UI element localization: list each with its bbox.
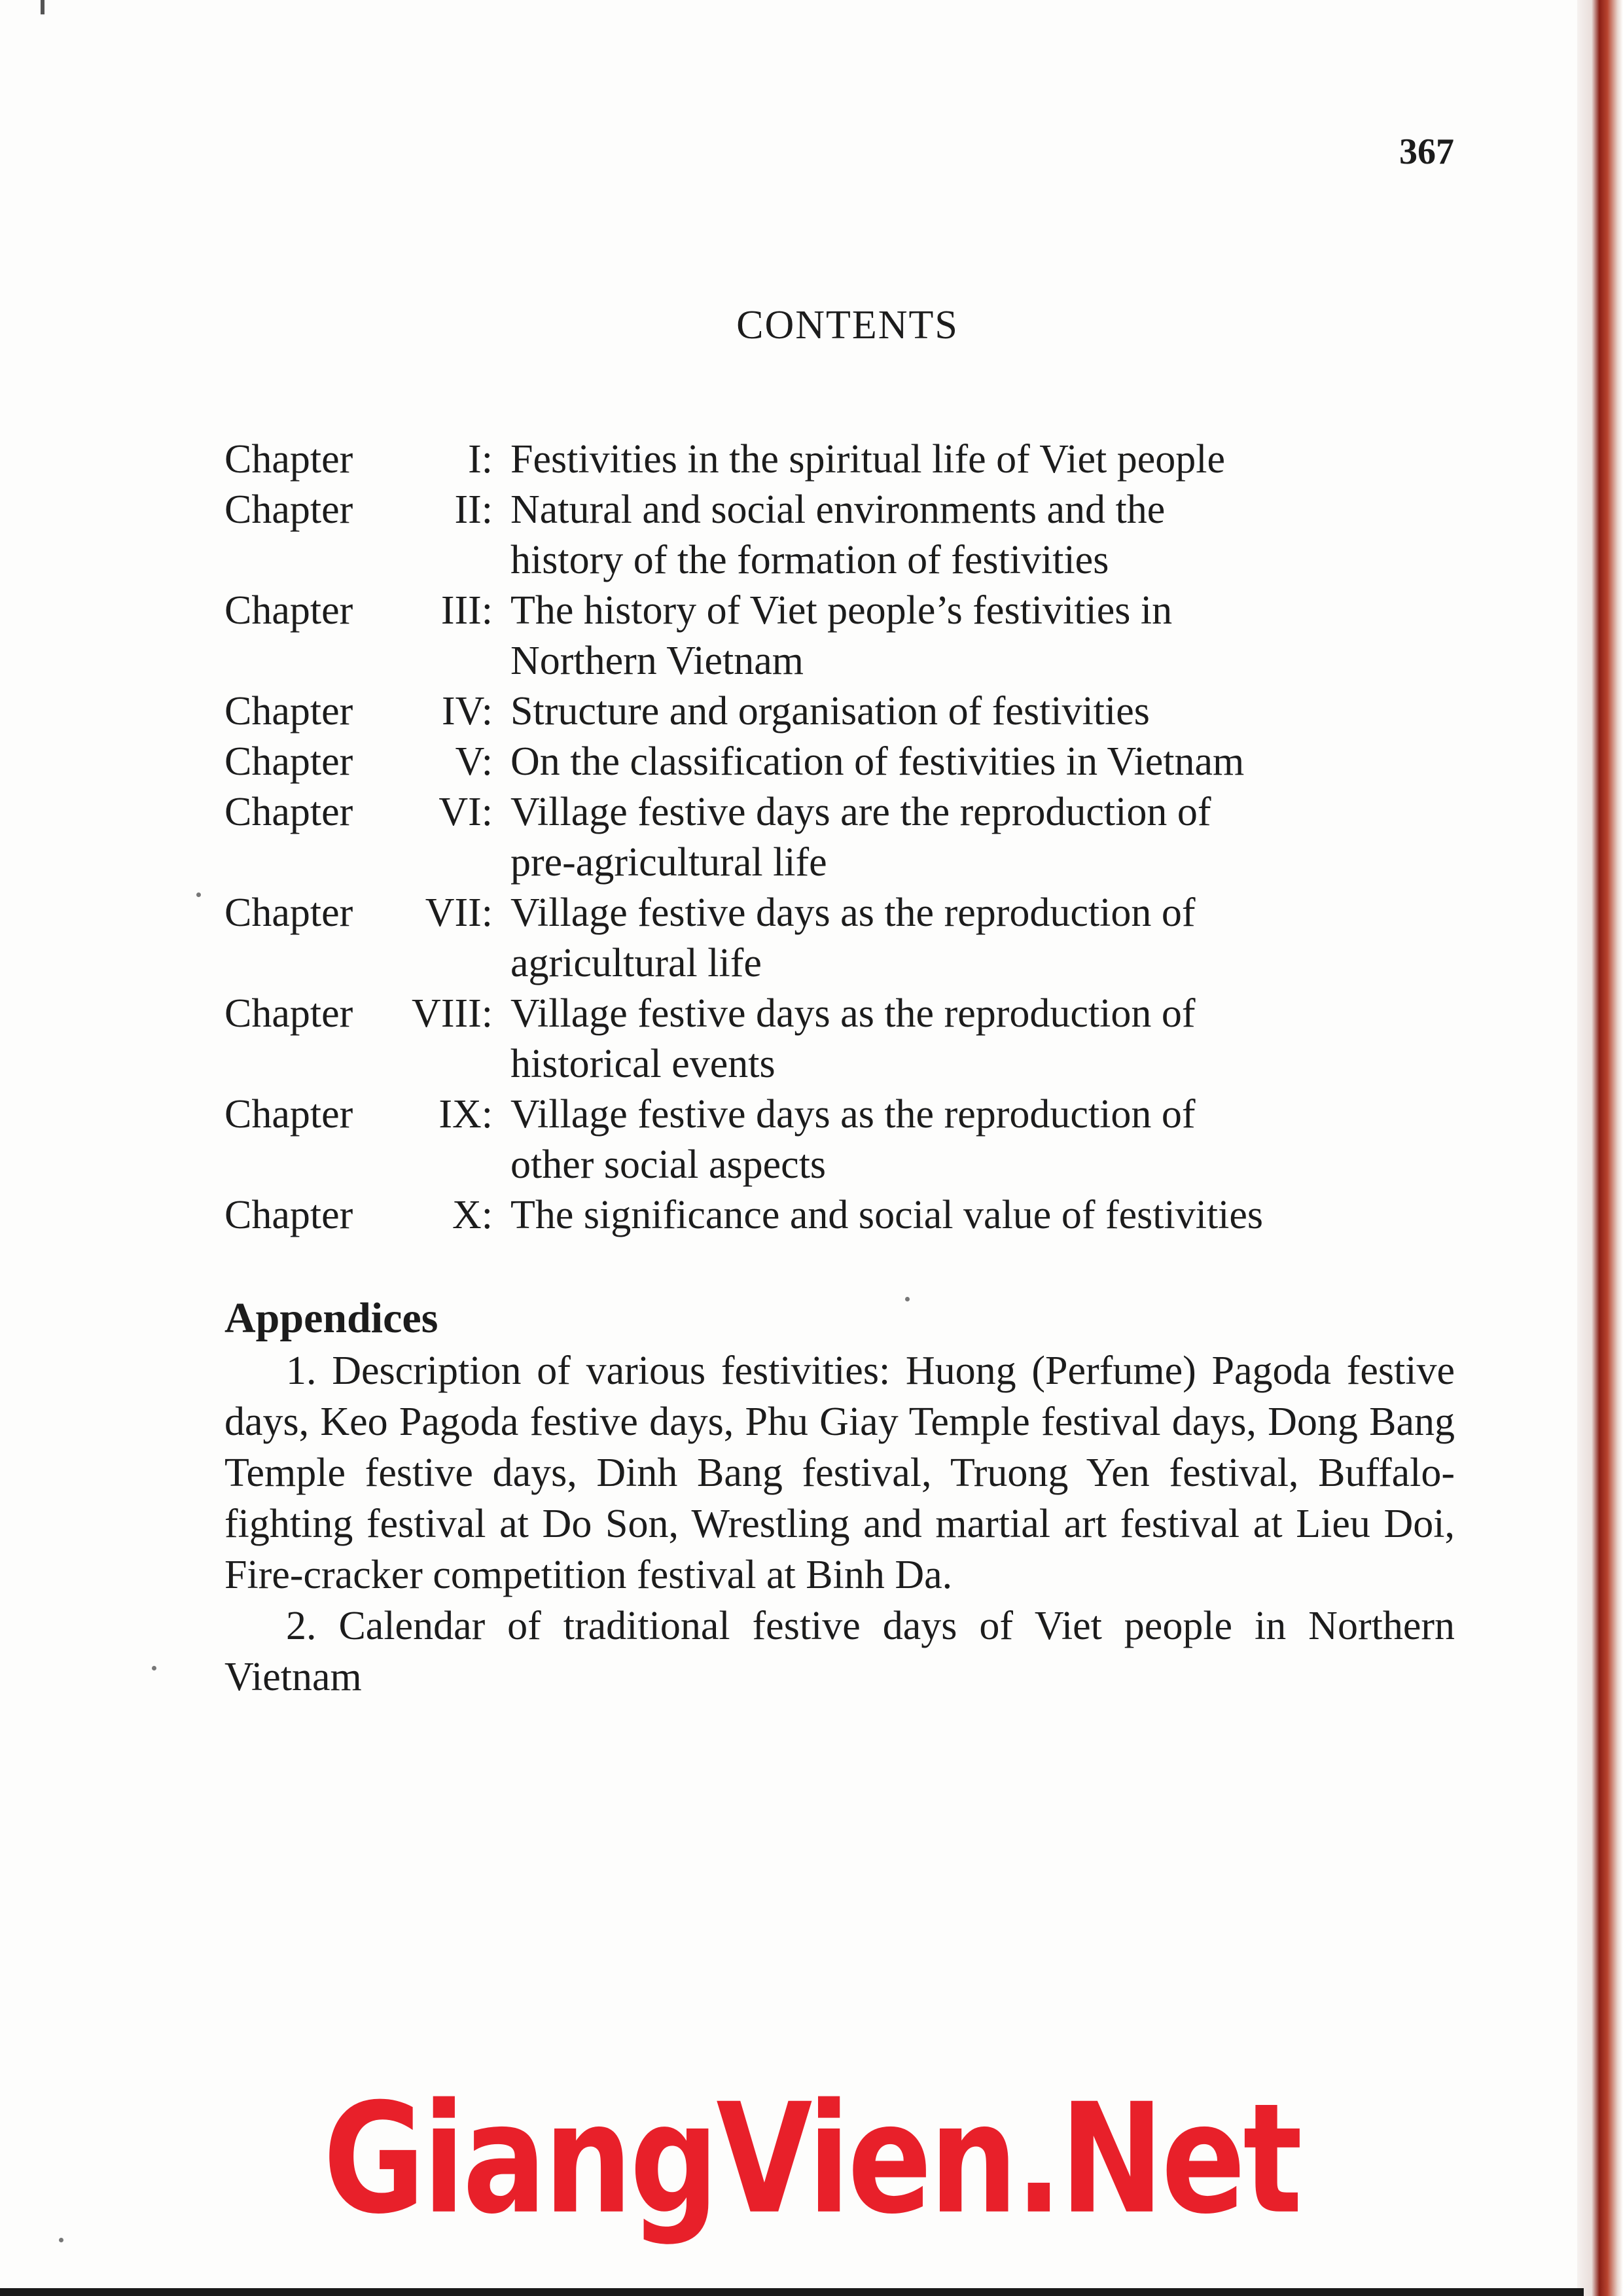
chapter-label: Chapter <box>224 689 353 733</box>
chapter-label: Chapter <box>224 991 353 1036</box>
watermark-logo: GiangVien.Net <box>323 2071 1300 2248</box>
chapter-label: Chapter <box>224 588 353 633</box>
chapter-label: Chapter <box>224 790 353 834</box>
chapter-title-line: agricultural life <box>510 941 762 985</box>
chapter-title-line: Festivities in the spiritual life of Viet people <box>510 437 1225 482</box>
toc-entry <box>224 737 1455 787</box>
appendix-item-2: 2. Calendar of traditional festive days of Viet people in Northern Vietnam <box>224 1604 1455 1699</box>
table-of-contents <box>224 434 1455 1241</box>
chapter-label: Chapter <box>224 1193 353 1237</box>
chapter-title-line: Village festive days as the reproduction of <box>510 991 1196 1036</box>
chapter-label: Chapter <box>224 437 353 482</box>
toc-entry <box>224 485 1455 586</box>
chapter-label: Chapter <box>224 739 353 784</box>
chapter-title-line: Northern Vietnam <box>510 639 804 683</box>
chapter-title-line: Village festive days as the reproduction of <box>510 891 1196 935</box>
toc-entry <box>224 686 1455 737</box>
chapter-title-line: Village festive days are the reproduction of <box>510 790 1211 834</box>
toc-entry <box>224 434 1455 485</box>
page-number: 367 <box>1399 132 1454 172</box>
chapter-title <box>494 1089 1455 1190</box>
chapter-title-line: Structure and organisation of festivities <box>510 689 1150 733</box>
chapter-title <box>494 787 1455 888</box>
chapter-number: V: <box>455 739 493 784</box>
toc-entry <box>224 989 1455 1089</box>
chapter-number: II: <box>454 487 493 532</box>
chapter-title <box>494 737 1455 787</box>
chapter-label: Chapter <box>224 1092 353 1137</box>
chapter-title <box>494 586 1455 686</box>
chapter-title <box>494 888 1455 989</box>
toc-entry <box>224 787 1455 888</box>
scan-bottom-edge <box>0 2288 1584 2296</box>
chapter-label: Chapter <box>224 487 353 532</box>
scan-speck <box>196 892 201 897</box>
chapter-number: VIII: <box>412 991 493 1036</box>
chapter-title <box>494 989 1455 1089</box>
appendix-item-1: 1. Description of various festivities: Huong (Perfume) Pagoda festive days, Keo Pagoda festive days, Phu Giay Temple festival days, Dong Bang Temple festive days, Dinh Bang festival, Truong Yen festival, Buffalo-fighting festival at Do Son, Wrestling and martial art festival at Lieu Doi, Fire-cracker competition festival at Binh Da. <box>224 1349 1455 1597</box>
chapter-title-line: history of the formation of festivities <box>510 538 1109 582</box>
appendices-section <box>224 1293 1455 1703</box>
toc-entry <box>224 1089 1455 1190</box>
chapter-title-line: historical events <box>510 1042 776 1086</box>
chapter-title-line: The significance and social value of festivities <box>510 1193 1264 1237</box>
chapter-title <box>494 1190 1455 1241</box>
chapter-number: IX: <box>438 1092 493 1137</box>
toc-entry <box>224 888 1455 989</box>
chapter-label: Chapter <box>224 891 353 935</box>
toc-entry <box>224 586 1455 686</box>
chapter-title <box>494 686 1455 737</box>
chapter-title-line: pre-agricultural life <box>510 840 827 885</box>
scan-mark <box>41 0 45 14</box>
chapter-title-line: The history of Viet people’s festivities in <box>510 588 1173 633</box>
chapter-number: VII: <box>425 891 493 935</box>
chapter-number: VI: <box>438 790 493 834</box>
chapter-number: I: <box>468 437 493 482</box>
chapter-title-line: On the classification of festivities in Vietnam <box>510 739 1245 784</box>
chapter-number: III: <box>440 588 493 633</box>
toc-entry <box>224 1190 1455 1241</box>
chapter-title-line: Natural and social environments and the <box>510 487 1166 532</box>
chapter-number: IV: <box>441 689 493 733</box>
chapter-title-line: Village festive days as the reproduction of <box>510 1092 1196 1137</box>
appendices-heading: Appendices <box>224 1294 438 1342</box>
chapter-title <box>494 434 1455 485</box>
chapter-title-line: other social aspects <box>510 1142 827 1187</box>
chapter-title <box>494 485 1455 586</box>
contents-heading: CONTENTS <box>736 303 959 347</box>
chapter-number: X: <box>452 1193 493 1237</box>
scan-speck <box>152 1666 156 1670</box>
